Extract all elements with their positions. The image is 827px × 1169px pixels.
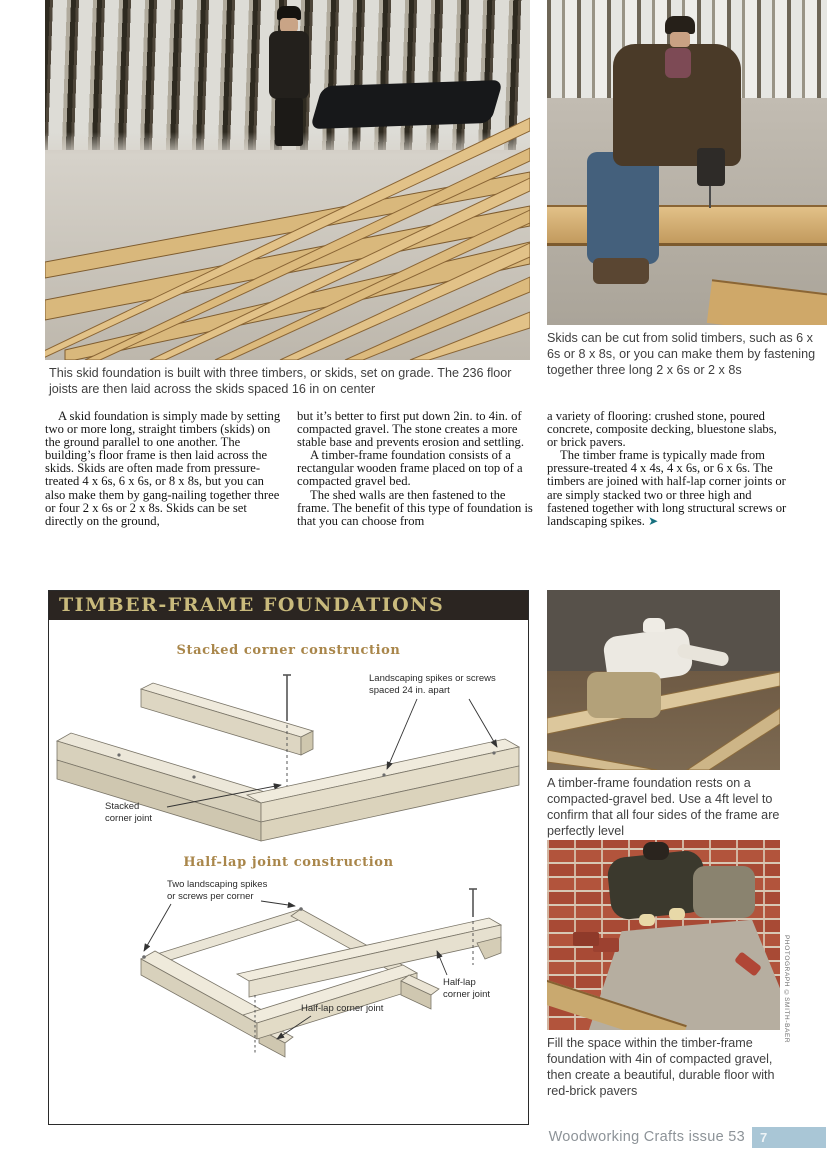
half-lap-diagram — [49, 873, 528, 1121]
body-column-1 — [45, 410, 286, 528]
skid-frame-lumber — [45, 0, 530, 360]
brick-pile — [573, 932, 599, 946]
worker-jeans — [587, 152, 659, 264]
body-column-2 — [297, 410, 538, 528]
paragraph: a variety of flooring: crushed stone, poured concrete, composite decking, bluestone slabs, or brick pavers. — [547, 409, 777, 450]
svg-text:Two landscaping spikes: Two landscaping spikes — [167, 879, 268, 890]
continuation-arrow-icon: ➤ — [648, 513, 659, 528]
brick-paver-photo — [547, 840, 780, 1030]
timber-frame-foundations-sidebar — [48, 590, 529, 1125]
svg-text:corner joint: corner joint — [443, 989, 490, 1000]
worker-cap — [643, 618, 665, 632]
caption-skid-photo: This skid foundation is built with three timbers, or skids, set on grade. The 236 floor joists are then laid across the skids spaced 16 in on center — [49, 366, 512, 396]
svg-text:or screws per corner: or screws per corner — [167, 891, 254, 902]
timber-frame-beams — [547, 590, 780, 770]
sidebar-title: TIMBER-FRAME FOUNDATIONS — [49, 591, 528, 620]
paragraph: The timber frame is typically made from pressure-treated 4 x 4s, 4 x 6s, or 6 x 6s. The timbers are joined with half-lap corner joints or are simply stacked two or three high and fastened together with long structural screws or landscaping spikes. ➤ — [547, 448, 787, 528]
drilling-skids-photo — [547, 0, 827, 325]
svg-text:Landscaping spikes or screws: Landscaping spikes or screws — [369, 673, 496, 684]
caption-drilling-photo: Skids can be cut from solid timbers, such as 6 x 6s or 8 x 8s, or you can make them by fastening together three long 2 x 6s or 2 x 8s — [547, 331, 816, 377]
paragraph: A timber-frame foundation consists of a rectangular wooden frame placed on top of a compacted gravel bed. — [297, 448, 523, 489]
worker-scarf — [665, 48, 691, 78]
drill — [697, 148, 725, 186]
paragraph: The shed walls are then fastened to the frame. The benefit of this type of foundation is that you can choose from — [297, 487, 533, 528]
frame-leveling-photo — [547, 590, 780, 770]
svg-text:corner joint: corner joint — [105, 813, 152, 824]
worker-face — [670, 32, 690, 47]
half-lap-heading: Half-lap joint construction — [183, 855, 394, 870]
svg-text:Stacked: Stacked — [105, 801, 140, 812]
paragraph: but it’s better to first put down 2in. to 4in. of compacted gravel. The stone creates a more stable base and prevents erosion and settling. — [297, 409, 524, 450]
photo-credit: PHOTOGRAPH ©SMITH-BAER — [783, 935, 790, 1044]
page-number-badge: 7 — [752, 1127, 826, 1148]
magazine-footer-text: Woodworking Crafts issue 53 — [548, 1129, 745, 1145]
caption-brick-paver-photo: Fill the space within the timber-frame foundation with 4in of compacted gravel, then create a beautiful, durable floor with red-brick pavers — [547, 1036, 775, 1098]
worker-glove — [669, 908, 685, 920]
stacked-corner-heading: Stacked corner construction — [176, 643, 401, 658]
worker-pants — [693, 866, 755, 918]
caption-frame-level-photo: A timber-frame foundation rests on a compacted-gravel bed. Use a 4ft level to confirm that all four sides of the frame are perfectly level — [547, 776, 780, 838]
svg-text:Half-lap: Half-lap — [443, 977, 476, 988]
body-column-3 — [547, 410, 788, 528]
svg-text:spaced 24 in. apart: spaced 24 in. apart — [369, 685, 450, 696]
drill-bit — [709, 186, 711, 208]
worker-boot — [593, 258, 649, 284]
worker-hair — [643, 842, 669, 860]
skid-foundation-photo — [45, 0, 530, 360]
svg-text:Half-lap corner joint: Half-lap corner joint — [301, 1003, 384, 1014]
stacked-corner-diagram — [49, 663, 528, 853]
worker-glove — [639, 914, 655, 926]
paragraph: A skid foundation is simply made by setting two or more long, straight timbers (skids) on the ground parallel to one another. The building’s floor frame is then laid across the skids. Skids are often made from pressure-treated 4 x 6s, 6 x 6s, or 8 x 8s, but you can also make them by gang-nailing together three or four 2 x 6s or 2 x 8s. Skids can be set directly on the ground, — [45, 409, 281, 528]
worker-pants — [587, 672, 661, 718]
